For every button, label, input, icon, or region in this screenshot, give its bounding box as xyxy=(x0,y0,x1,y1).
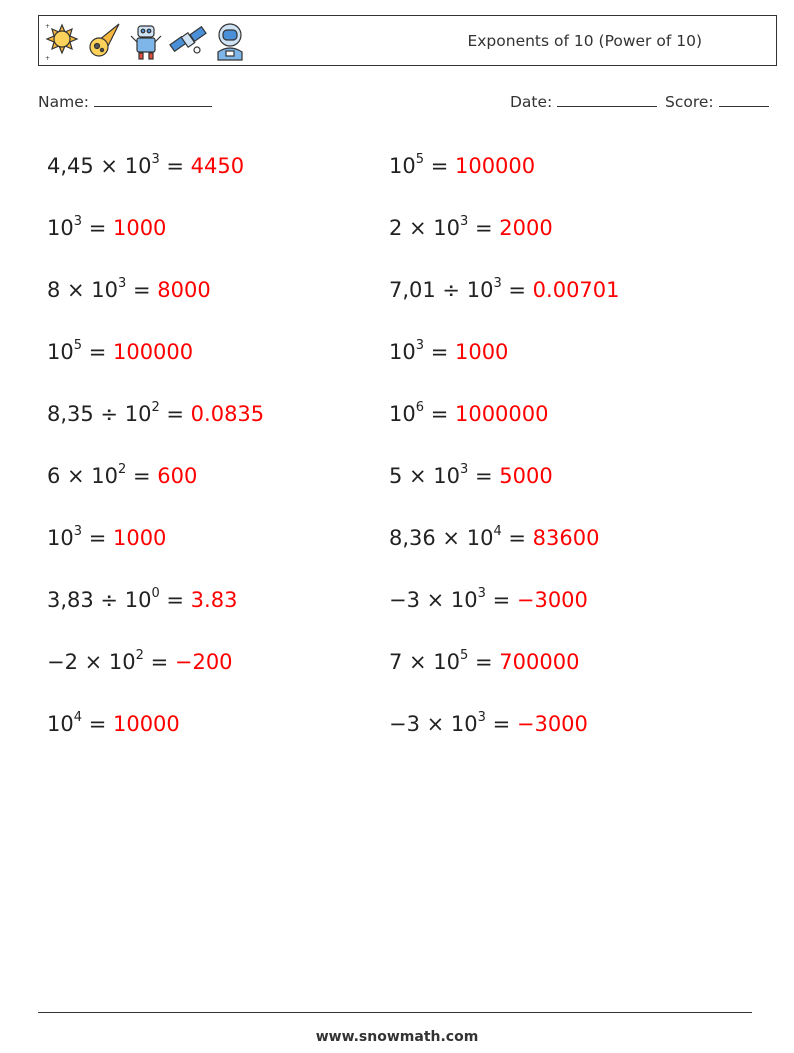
problem-expression: −2 × 10 xyxy=(47,650,136,674)
problem-expression: 2 × 10 xyxy=(389,216,461,240)
problem-expression: 4,45 × 10 xyxy=(47,154,152,178)
equals-sign: = xyxy=(485,588,517,612)
equals-sign: = xyxy=(468,650,500,674)
problem-right-8 xyxy=(389,581,588,615)
score-field xyxy=(665,92,769,111)
problem-exponent: 3 xyxy=(73,524,83,539)
robot-icon xyxy=(127,20,165,62)
astronaut-icon xyxy=(211,20,249,62)
problem-expression: 5 × 10 xyxy=(389,464,461,488)
problem-expression: 7,01 ÷ 10 xyxy=(389,278,494,302)
problem-expression: 10 xyxy=(389,402,416,426)
problem-expression: 8 × 10 xyxy=(47,278,119,302)
problem-right-6 xyxy=(389,457,553,491)
problem-left-10 xyxy=(47,705,180,739)
name-label: Name: xyxy=(38,93,89,111)
worksheet-title: Exponents of 10 (Power of 10) xyxy=(467,32,702,50)
problem-right-5 xyxy=(389,395,549,429)
comet-icon xyxy=(85,20,123,62)
problem-right-4 xyxy=(389,333,508,367)
problem-expression: −3 × 10 xyxy=(389,712,478,736)
problem-exponent: 3 xyxy=(477,586,486,601)
footer-site: www.snowmath.com xyxy=(315,1029,479,1045)
name-blank[interactable] xyxy=(94,92,212,107)
problem-exponent: 2 xyxy=(118,462,127,477)
problem-left-8 xyxy=(47,581,237,615)
equals-sign: = xyxy=(424,340,455,364)
worksheet-header xyxy=(38,15,777,66)
problem-exponent: 3 xyxy=(73,214,83,229)
score-label: Score: xyxy=(665,93,714,111)
problem-expression: 7 × 10 xyxy=(389,650,461,674)
problem-answer: 100000 xyxy=(454,154,536,178)
problem-answer: 4450 xyxy=(190,154,245,178)
problem-expression: 3,83 ÷ 10 xyxy=(47,588,152,612)
problem-left-9 xyxy=(47,643,233,677)
header-icons xyxy=(43,20,249,62)
problem-answer: −3000 xyxy=(516,712,588,736)
problem-exponent: 3 xyxy=(477,710,486,725)
problem-right-1 xyxy=(389,147,535,181)
problem-left-1 xyxy=(47,147,244,181)
problem-answer: 1000 xyxy=(112,526,167,550)
problem-expression: 6 × 10 xyxy=(47,464,119,488)
problem-exponent: 0 xyxy=(151,586,160,601)
equals-sign: = xyxy=(501,526,533,550)
date-label: Date: xyxy=(510,93,553,111)
problem-exponent: 4 xyxy=(493,524,502,539)
problem-exponent: 3 xyxy=(151,152,160,167)
problem-right-2 xyxy=(389,209,553,243)
problem-left-2 xyxy=(47,209,166,243)
name-field xyxy=(38,92,212,111)
problem-answer: 0.0835 xyxy=(190,402,265,426)
problem-left-6 xyxy=(47,457,197,491)
equals-sign: = xyxy=(82,526,113,550)
problem-expression: 10 xyxy=(389,154,416,178)
problem-exponent: 5 xyxy=(73,338,83,353)
equals-sign: = xyxy=(468,464,500,488)
svg-text:+: + xyxy=(45,55,51,62)
svg-text:+: + xyxy=(45,23,51,30)
problem-exponent: 3 xyxy=(493,276,502,291)
problem-exponent: 3 xyxy=(460,214,469,229)
satellite-icon xyxy=(169,20,207,62)
problem-expression: 10 xyxy=(389,340,416,364)
problem-answer: 83600 xyxy=(532,526,600,550)
problem-answer: 1000000 xyxy=(454,402,549,426)
footer-divider xyxy=(38,1012,752,1013)
problem-right-10 xyxy=(389,705,588,739)
equals-sign: = xyxy=(82,216,113,240)
date-field xyxy=(510,92,657,111)
problem-left-3 xyxy=(47,271,211,305)
equals-sign: = xyxy=(485,712,517,736)
sun-icon xyxy=(43,20,81,62)
equals-sign: = xyxy=(159,154,191,178)
problem-answer: 3.83 xyxy=(190,588,238,612)
problem-exponent: 2 xyxy=(151,400,160,415)
equals-sign: = xyxy=(468,216,500,240)
problem-answer: 600 xyxy=(157,464,198,488)
problem-expression: 8,36 × 10 xyxy=(389,526,494,550)
problem-answer: 8000 xyxy=(157,278,211,302)
problem-answer: 700000 xyxy=(499,650,580,674)
problem-exponent: 6 xyxy=(415,400,425,415)
problem-exponent: 3 xyxy=(415,338,425,353)
problem-expression: 10 xyxy=(47,340,74,364)
problem-left-4 xyxy=(47,333,193,367)
problem-left-5 xyxy=(47,395,264,429)
problem-left-7 xyxy=(47,519,166,553)
equals-sign: = xyxy=(424,154,455,178)
problem-exponent: 5 xyxy=(415,152,425,167)
problem-answer: 1000 xyxy=(112,216,167,240)
date-blank[interactable] xyxy=(557,92,657,107)
equals-sign: = xyxy=(159,402,191,426)
problem-exponent: 3 xyxy=(118,276,127,291)
equals-sign: = xyxy=(159,588,191,612)
problem-right-7 xyxy=(389,519,599,553)
equals-sign: = xyxy=(501,278,533,302)
problem-expression: 10 xyxy=(47,216,74,240)
problem-answer: 0.00701 xyxy=(532,278,620,302)
equals-sign: = xyxy=(126,464,158,488)
equals-sign: = xyxy=(143,650,175,674)
problem-exponent: 4 xyxy=(73,710,83,725)
equals-sign: = xyxy=(82,340,113,364)
problem-answer: 100000 xyxy=(112,340,194,364)
problem-answer: 10000 xyxy=(112,712,180,736)
problem-expression: 10 xyxy=(47,712,74,736)
problem-answer: 2000 xyxy=(499,216,553,240)
problem-right-3 xyxy=(389,271,620,305)
problem-answer: −3000 xyxy=(516,588,588,612)
problem-expression: 10 xyxy=(47,526,74,550)
score-blank[interactable] xyxy=(719,92,769,107)
problem-answer: 1000 xyxy=(454,340,509,364)
problem-right-9 xyxy=(389,643,579,677)
problem-expression: −3 × 10 xyxy=(389,588,478,612)
equals-sign: = xyxy=(424,402,455,426)
equals-sign: = xyxy=(82,712,113,736)
equals-sign: = xyxy=(126,278,158,302)
problem-exponent: 2 xyxy=(135,648,144,663)
problem-exponent: 3 xyxy=(460,462,469,477)
problem-answer: −200 xyxy=(174,650,233,674)
problem-exponent: 5 xyxy=(460,648,469,663)
problem-answer: 5000 xyxy=(499,464,553,488)
problem-expression: 8,35 ÷ 10 xyxy=(47,402,152,426)
